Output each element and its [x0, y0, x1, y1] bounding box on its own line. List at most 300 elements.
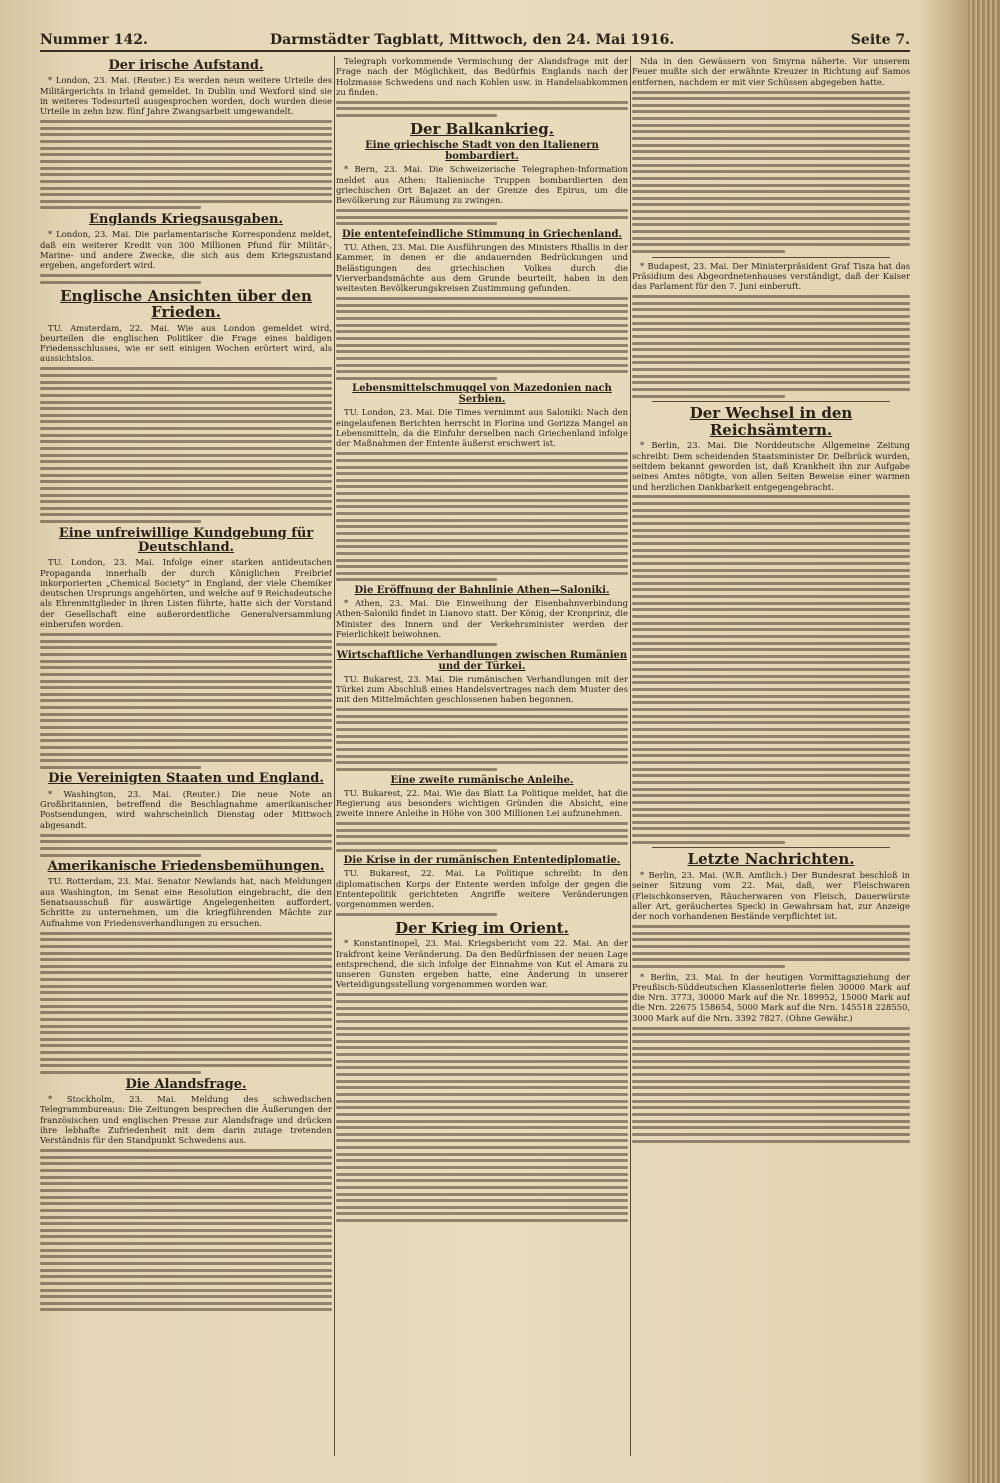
- article-lead: TU. London, 23. Mai. Infolge einer starken antideutschen Propaganda innerhalb der durch Königlichen Freibrief inkorporierten „Chemical Society“ in England, der viele Chemiker deutschen Ursprungs angehörten, und welche auf 9 Reichsdeutsche als Ehrenmitglieder in ihren Listen führte, hatte sich der Vorstand der Gesellschaft eine außerordentliche Generalversammlung einberufen worden.: [40, 557, 332, 630]
- text-line: [336, 715, 628, 718]
- text-line: [40, 1282, 332, 1285]
- text-line: [632, 1120, 910, 1123]
- article-subheading: Wirtschaftliche Verhandlungen zwischen Rumänien und der Türkei.: [336, 649, 628, 672]
- text-line: [336, 539, 628, 542]
- article-lead: * Bern, 23. Mai. Die Schweizerische Telegraphen-Information meldet aus Athen: Italienische Truppen bombardierten den griechischen Ort Bajazet an der Grenze des Epirus, um die Bevölkerung zur Räumung zu zwingen.: [336, 164, 628, 206]
- text-line: [336, 222, 497, 225]
- text-line: [632, 622, 910, 625]
- text-line: [632, 562, 910, 565]
- text-line: [632, 223, 910, 226]
- text-line: [40, 140, 332, 143]
- text-line: [336, 1100, 628, 1103]
- text-line: [40, 739, 332, 742]
- text-line: [632, 952, 910, 955]
- article-subheading: Die ententefeindliche Stimmung in Griechenland.: [341, 229, 623, 240]
- text-line: [632, 841, 785, 844]
- article-lead: * Konstantinopel, 23. Mai. Kriegsbericht vom 22. Mai. An der Irakfront keine Veränderung. Da den Bedürfnissen der neuen Lage entsprechend, die sich infolge der Einnahme von Kut el Amara zu unseren Gunsten ergeben hatte, eine Änderung in unserer Verteidigungsstellung vorgenommen worden war.: [336, 938, 628, 990]
- text-line: [40, 706, 332, 709]
- article-subheading: Eine zweite rumänische Anleihe.: [390, 774, 574, 786]
- text-line: [336, 499, 628, 502]
- text-line: [40, 1011, 332, 1014]
- text-line: [336, 364, 628, 367]
- text-line: [336, 1020, 628, 1023]
- text-line: [336, 578, 497, 581]
- text-line: [336, 1166, 628, 1169]
- text-line: [40, 153, 332, 156]
- text-line: [336, 1173, 628, 1176]
- text-line: [40, 1222, 332, 1225]
- text-line: [632, 509, 910, 512]
- article-lead: TU. London, 23. Mai. Die Times vernimmt aus Saloniki: Nach den eingelaufenen Berichten herrscht in Florina und Gorizza Mangel an Lebensmitteln, da die Einfuhr derselben nach Griechenland infolge der Maßnahmen der Entente äußerst erschwert ist.: [336, 407, 628, 449]
- text-line: [632, 1053, 910, 1056]
- text-line: [336, 459, 628, 462]
- text-line: [336, 728, 628, 731]
- text-line: [336, 479, 628, 482]
- text-line: [40, 147, 332, 150]
- text-line: [40, 971, 332, 974]
- article-heading: Englische Ansichten über den Frieden.: [60, 286, 312, 321]
- text-line: [336, 1159, 628, 1162]
- text-line: [40, 1262, 332, 1265]
- text-line: [632, 164, 910, 167]
- text-line: [40, 726, 332, 729]
- text-line: [40, 680, 332, 683]
- column-2: [336, 56, 628, 1456]
- text-line: [40, 1182, 332, 1185]
- text-line: [632, 210, 910, 213]
- text-line: [632, 575, 910, 578]
- text-line: [40, 660, 332, 663]
- text-line: [40, 381, 332, 384]
- text-line: [632, 322, 910, 325]
- text-line: [40, 447, 332, 450]
- article-continuation: Telegraph vorkommende Vermischung der Alandsfrage mit der Frage nach der Möglichkeit, das Bedürfnis Englands nach der Holzmasse Schwedens und nach Kohlen usw. in Handelsabkommen zu finden.: [336, 56, 628, 97]
- text-line: [40, 1038, 332, 1041]
- text-line: [336, 1000, 628, 1003]
- article-heading: Die Vereinigten Staaten und England.: [48, 771, 324, 787]
- text-line: [632, 595, 910, 598]
- text-line: [336, 552, 628, 555]
- text-line: [40, 1005, 332, 1008]
- text-line: [632, 768, 910, 771]
- text-line: [632, 661, 910, 664]
- text-line: [40, 991, 332, 994]
- text-line: [40, 127, 332, 130]
- text-line: [336, 337, 628, 340]
- article-lead: TU. Amsterdam, 22. Mai. Wie aus London gemeldet wird, beurteilen die englischen Politiker die Frage eines baldigen Friedensschlusses, wie er seit einigen Wochen erörtert wird, als aussichtslos.: [40, 322, 332, 364]
- text-line: [336, 216, 628, 219]
- text-line: [40, 958, 332, 961]
- text-line: [336, 304, 628, 307]
- text-line: [40, 847, 332, 850]
- text-line: [632, 708, 910, 711]
- text-line: [40, 766, 201, 769]
- text-line: [632, 495, 910, 498]
- article-lead: * London, 23. Mai. (Reuter.) Es werden neun weitere Urteile des Militärgerichts in Irland gemeldet. In Dublin und Wexford sind sie in weiteres Todesurteil ausgesprochen worden, doch wurden diese Urteile in zehn bzw. fünf Jahre Zwangsarbeit umgewandelt.: [40, 75, 332, 117]
- text-line: [336, 344, 628, 347]
- text-line: [336, 1086, 628, 1089]
- text-line: [40, 167, 332, 170]
- text-line: [336, 572, 628, 575]
- text-line: [40, 1289, 332, 1292]
- text-line: [336, 512, 628, 515]
- text-line: [336, 1120, 628, 1123]
- text-line: [40, 193, 332, 196]
- text-line: [632, 615, 910, 618]
- text-line: [632, 735, 910, 738]
- text-line: [632, 190, 910, 193]
- text-line: [632, 217, 910, 220]
- text-line: [40, 507, 332, 510]
- section-heading: Der Wechsel in den Reichsämtern.: [689, 404, 853, 439]
- text-line: [40, 487, 332, 490]
- text-line: [40, 713, 332, 716]
- text-line: [336, 114, 497, 117]
- text-line: [40, 1308, 332, 1311]
- text-line: [336, 761, 628, 764]
- text-line: [632, 721, 910, 724]
- text-line: [40, 666, 332, 669]
- text-line: [632, 97, 910, 100]
- text-line: [336, 913, 497, 916]
- text-line: [40, 673, 332, 676]
- text-line: [40, 1044, 332, 1047]
- text-line: [40, 1071, 201, 1074]
- text-line: [632, 170, 910, 173]
- text-line: [40, 187, 332, 190]
- text-line: [40, 454, 332, 457]
- text-line: [632, 1106, 910, 1109]
- text-line: [336, 993, 628, 996]
- text-line: [40, 467, 332, 470]
- article-lead: TU. Athen, 23. Mai. Die Ausführungen des Ministers Rhallis in der Kammer, in denen er die andauernden Bedrückungen und Belästigungen des griechischen Volkes durch die Vierverbandsmächte aus dem Grunde beurteilt, haben in den weitesten Bevölkerungskreisen Zustimmung gefunden.: [336, 242, 628, 294]
- text-line: [632, 555, 910, 558]
- divider: [652, 847, 890, 848]
- text-line: [40, 854, 201, 857]
- article-subheading: Eine griechische Stadt von den Italienern bombardiert.: [365, 140, 599, 163]
- text-line: [40, 434, 332, 437]
- text-line: [632, 302, 910, 305]
- text-line: [632, 1133, 910, 1136]
- text-line: [632, 150, 910, 153]
- text-line: [336, 1106, 628, 1109]
- text-line: [632, 965, 785, 968]
- text-line: [40, 733, 332, 736]
- text-line: [632, 342, 910, 345]
- text-line: [40, 998, 332, 1001]
- text-line: [336, 492, 628, 495]
- text-line: [40, 367, 332, 370]
- article-lead: * Berlin, 23. Mai. (W.B. Amtlich.) Der Bundesrat beschloß in seiner Sitzung vom 22. Mai, daß, wer Fleischwaren (Fleischkonserven, Räucherwaren von Fleisch, Dauerwürste aller Art, geräuchertes Speck) in Gewahrsam hat, zur Anzeige der noch vorhandenen Bestände verpflichtet ist.: [632, 869, 910, 922]
- text-line: [40, 474, 332, 477]
- text-line: [632, 668, 910, 671]
- article-heading: Eine unfreiwillige Kundgebung für Deutschland.: [58, 525, 314, 555]
- text-line: [632, 124, 910, 127]
- article-heading: Der irische Aufstand.: [108, 58, 264, 73]
- text-line: [632, 315, 910, 318]
- text-line: [40, 460, 332, 463]
- text-line: [336, 525, 628, 528]
- text-line: [632, 110, 910, 113]
- text-line: [40, 480, 332, 483]
- text-line: [336, 643, 497, 646]
- article-lead: * Budapest, 23. Mai. Der Ministerpräsident Graf Tisza hat das Präsidium des Abgeordnetenhauses verständigt, daß der Kaiser das Parlament für den 7. Juni einberuft.: [632, 260, 910, 292]
- text-line: [336, 297, 628, 300]
- text-line: [40, 699, 332, 702]
- text-line: [40, 1249, 332, 1252]
- text-line: [632, 230, 910, 233]
- text-line: [40, 1302, 332, 1305]
- text-line: [632, 1040, 910, 1043]
- text-line: [632, 157, 910, 160]
- text-line: [632, 628, 910, 631]
- text-line: [632, 1100, 910, 1103]
- text-line: [632, 295, 910, 298]
- text-line: [40, 1064, 332, 1067]
- issue-number: Nummer 142.: [40, 32, 148, 48]
- text-line: [632, 932, 910, 935]
- text-line: [336, 101, 628, 104]
- text-line: [632, 388, 910, 391]
- text-line: [336, 1126, 628, 1129]
- text-line: [336, 485, 628, 488]
- text-line: [40, 206, 201, 209]
- text-line: [632, 602, 910, 605]
- text-line: [40, 985, 332, 988]
- text-line: [632, 938, 910, 941]
- text-line: [40, 965, 332, 968]
- text-line: [632, 925, 910, 928]
- paper-title-date: Darmstädter Tagblatt, Mittwoch, den 24. Mai 1916.: [270, 32, 675, 48]
- text-line: [632, 1060, 910, 1063]
- text-line: [632, 642, 910, 645]
- text-line: [40, 1156, 332, 1159]
- text-line: [336, 559, 628, 562]
- text-line: [40, 1295, 332, 1298]
- text-line: [336, 1146, 628, 1149]
- text-line: [40, 1058, 332, 1061]
- text-line: [40, 945, 332, 948]
- text-line: [336, 721, 628, 724]
- masthead: [40, 30, 910, 52]
- article-lead: TU. Bukarest, 22. Mai. La Politique schreibt: In den diplomatischen Korps der Entente werden infolge der gegen die Ententepolitik gerichteten Angriffe weitere Veränderungen vorgenommen werden.: [336, 868, 628, 910]
- text-line: [632, 675, 910, 678]
- text-line: [632, 335, 910, 338]
- text-line: [632, 203, 910, 206]
- text-line: [632, 542, 910, 545]
- text-line: [632, 608, 910, 611]
- text-line: [40, 978, 332, 981]
- text-line: [632, 715, 910, 718]
- text-line: [632, 681, 910, 684]
- text-line: [40, 753, 332, 756]
- text-line: [632, 1033, 910, 1036]
- text-line: [632, 130, 910, 133]
- text-line: [40, 1176, 332, 1179]
- text-line: [40, 420, 332, 423]
- text-line: [336, 1153, 628, 1156]
- text-line: [336, 317, 628, 320]
- text-line: [40, 646, 332, 649]
- text-line: [336, 708, 628, 711]
- text-line: [336, 1179, 628, 1182]
- text-line: [40, 1242, 332, 1245]
- text-line: [40, 1169, 332, 1172]
- text-line: [336, 1073, 628, 1076]
- text-line: [632, 582, 910, 585]
- text-line: [632, 1073, 910, 1076]
- text-line: [336, 1212, 628, 1215]
- column-1: [40, 56, 332, 1456]
- column-3: [632, 56, 910, 1456]
- text-line: [40, 427, 332, 430]
- text-line: [632, 1066, 910, 1069]
- text-line: [632, 522, 910, 525]
- text-line: [336, 1033, 628, 1036]
- text-line: [632, 250, 785, 253]
- article-subheading: Die Krise in der rumänischen Ententediplomatie.: [343, 855, 621, 867]
- text-line: [40, 686, 332, 689]
- text-line: [336, 1040, 628, 1043]
- text-line: [40, 173, 332, 176]
- text-line: [632, 502, 910, 505]
- text-line: [40, 1025, 332, 1028]
- text-line: [40, 719, 332, 722]
- text-line: [40, 633, 332, 636]
- text-line: [40, 759, 332, 762]
- text-line: [632, 308, 910, 311]
- text-line: [40, 1229, 332, 1232]
- text-line: [632, 821, 910, 824]
- text-line: [632, 515, 910, 518]
- text-line: [40, 200, 332, 203]
- text-line: [40, 440, 332, 443]
- text-line: [336, 822, 628, 825]
- text-line: [632, 144, 910, 147]
- text-line: [336, 565, 628, 568]
- section-heading: Der Krieg im Orient.: [395, 918, 569, 937]
- article-lead: * Athen, 23. Mai. Die Einweihung der Eisenbahnverbindung Athen-Saloniki findet in Lianovo statt. Der König, der Kronprinz, die Minister des Innern und der Verkehrsminister werden der Feierlichkeit beiwohnen.: [336, 598, 628, 639]
- text-line: [40, 1275, 332, 1278]
- text-line: [336, 532, 628, 535]
- text-line: [40, 840, 332, 843]
- section-heading: Der Balkankrieg.: [409, 119, 555, 138]
- text-line: [336, 107, 628, 110]
- text-line: [632, 197, 910, 200]
- text-line: [632, 834, 910, 837]
- text-line: [632, 635, 910, 638]
- lottery-results: * Berlin, 23. Mai. In der heutigen Vormittagsziehung der Preußisch-Süddeutschen Klassenlotterie fielen 30000 Mark auf die Nrn. 3773, 30000 Mark auf die Nr. 189952, 15000 Mark auf die Nrn. 22675 158654, 5000 Mark auf die Nrn. 145518 228550, 3000 Mark auf die Nrn. 3392 7827. (Ohne Gewähr.): [632, 971, 910, 1023]
- text-line: [40, 407, 332, 410]
- text-line: [40, 640, 332, 643]
- text-line: [632, 348, 910, 351]
- text-line: [336, 748, 628, 751]
- text-line: [632, 945, 910, 948]
- text-line: [40, 180, 332, 183]
- page-number: Seite 7.: [850, 32, 910, 48]
- text-line: [40, 281, 201, 284]
- text-line: [336, 1193, 628, 1196]
- text-line: [336, 472, 628, 475]
- text-line: [40, 494, 332, 497]
- text-line: [336, 357, 628, 360]
- text-line: [632, 237, 910, 240]
- text-line: [632, 761, 910, 764]
- text-line: [632, 1080, 910, 1083]
- text-line: [40, 746, 332, 749]
- text-line: [336, 330, 628, 333]
- text-line: [632, 569, 910, 572]
- article-subheading: Lebensmittelschmuggel von Mazedonien nach Serbien.: [352, 383, 612, 406]
- text-line: [40, 1269, 332, 1272]
- text-line: [336, 829, 628, 832]
- text-line: [40, 414, 332, 417]
- text-line: [336, 324, 628, 327]
- text-line: [336, 1013, 628, 1016]
- text-line: [40, 1189, 332, 1192]
- text-line: [632, 381, 910, 384]
- text-line: [632, 958, 910, 961]
- text-line: [632, 137, 910, 140]
- text-line: [40, 693, 332, 696]
- text-line: [632, 243, 910, 246]
- text-line: [40, 1202, 332, 1205]
- text-line: [632, 104, 910, 107]
- text-line: [336, 1219, 628, 1222]
- text-line: [40, 1031, 332, 1034]
- text-line: [40, 120, 332, 123]
- article-subheading: Die Eröffnung der Bahnlinie Athen—Saloniki.: [354, 585, 610, 597]
- text-line: [632, 117, 910, 120]
- text-line: [336, 1053, 628, 1056]
- article-lead: TU. Bukarest, 22. Mai. Wie das Blatt La Politique meldet, hat die Regierung aus besonders wichtigen Gründen die Absicht, eine zweite innere Anleihe in Höhe von 300 Millionen Lei aufzunehmen.: [336, 787, 628, 819]
- text-line: [40, 387, 332, 390]
- text-line: [632, 827, 910, 830]
- article-lead: * Washington, 23. Mai. (Reuter.) Die neue Note an Großbritannien, betreffend die Beschlagnahme amerikanischer Postsendungen, wird wahrscheinlich Dienstag oder Mittwoch abgesandt.: [40, 788, 332, 830]
- text-line: [40, 1162, 332, 1165]
- text-line: [632, 695, 910, 698]
- article-lead: * London, 23. Mai. Die parlamentarische Korrespondenz meldet, daß ein weiterer Kredit von 300 Millionen Pfund für Militär-, Marine- und andere Zwecke, die sich aus dem Kriegszustand ergeben, angefordert wird.: [40, 229, 332, 271]
- text-line: [336, 835, 628, 838]
- divider: [652, 257, 890, 258]
- text-line: [336, 1066, 628, 1069]
- text-line: [632, 368, 910, 371]
- text-line: [336, 1113, 628, 1116]
- text-line: [336, 1027, 628, 1030]
- text-line: [632, 361, 910, 364]
- text-line: [40, 520, 201, 523]
- text-line: [40, 1196, 332, 1199]
- text-line: [40, 160, 332, 163]
- text-line: [336, 466, 628, 469]
- text-line: [632, 375, 910, 378]
- text-line: [632, 801, 910, 804]
- text-line: [40, 1235, 332, 1238]
- text-line: [40, 952, 332, 955]
- text-line: [336, 1206, 628, 1209]
- text-line: [632, 655, 910, 658]
- article-heading: Englands Kriegsausgaben.: [88, 212, 283, 228]
- text-line: [632, 788, 910, 791]
- text-line: [632, 808, 910, 811]
- text-line: [40, 1209, 332, 1212]
- text-line: [336, 1093, 628, 1096]
- article-heading: Amerikanische Friedensbemühungen.: [47, 859, 325, 875]
- text-line: [40, 653, 332, 656]
- text-line: [632, 728, 910, 731]
- text-line: [632, 1113, 910, 1116]
- text-line: [632, 748, 910, 751]
